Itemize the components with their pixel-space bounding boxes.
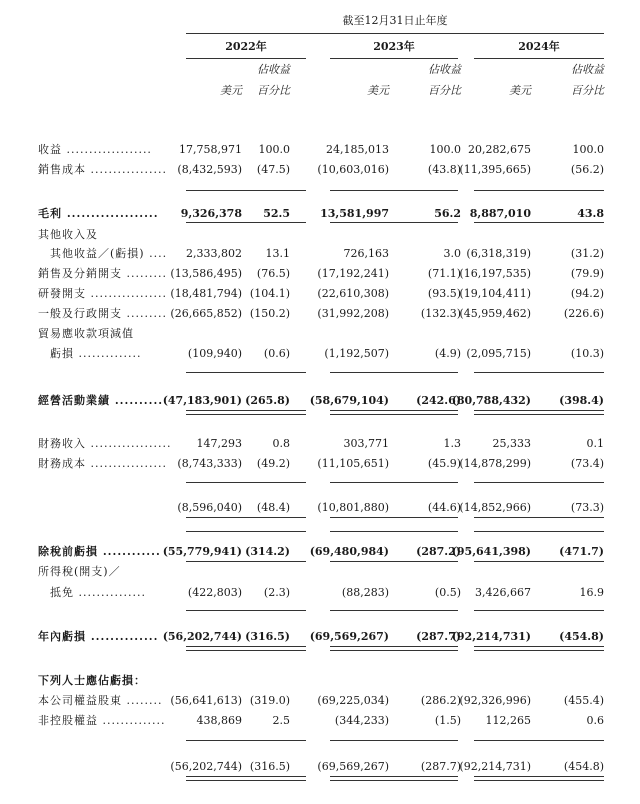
cell-value: (4.9) (434, 347, 461, 360)
cell-value: (92,214,731) (451, 630, 531, 643)
total-rule (186, 740, 306, 741)
total-rule (474, 372, 604, 373)
row-label: 虧損 .............. (50, 347, 142, 360)
cell-value: (471.7) (559, 545, 604, 558)
cell-value: (10,801,880) (317, 501, 389, 514)
cell-value: 20,282,675 (468, 143, 531, 156)
cell-value: (287.7) (420, 760, 461, 773)
row-label: 銷售及分銷開支 ......... (38, 267, 167, 280)
total-rule (474, 561, 604, 562)
cell-value: (56.2) (570, 163, 604, 176)
cell-value: (47,183,901) (162, 394, 242, 407)
row-label: 收益 ................... (38, 143, 152, 156)
total-rule (474, 482, 604, 483)
cell-value: (104.1) (249, 287, 290, 300)
cell-value: (73.3) (570, 501, 604, 514)
cell-value: (132.3) (420, 307, 461, 320)
cell-value: (45,959,462) (459, 307, 531, 320)
cell-value: (2.3) (263, 586, 290, 599)
cell-value: (286.2) (420, 694, 461, 707)
cell-value: (79.9) (570, 267, 604, 280)
total-rule (330, 561, 458, 562)
cell-value: (31,992,208) (317, 307, 389, 320)
cell-value: (454.8) (563, 760, 604, 773)
total-rule (186, 776, 306, 777)
cell-value: (95,641,398) (451, 545, 531, 558)
cell-value: (19,104,411) (459, 287, 531, 300)
cell-value: (10.3) (570, 347, 604, 360)
cell-value: 100.0 (429, 143, 461, 156)
usd-header: 美元 (509, 84, 531, 97)
total-rule (330, 482, 458, 483)
cell-value: 0.6 (586, 714, 604, 727)
cell-value: (316.5) (245, 630, 290, 643)
cell-value: 726,163 (343, 247, 389, 260)
cell-value: 3,426,667 (475, 586, 531, 599)
cell-value: 17,758,971 (179, 143, 242, 156)
cell-value: (69,569,267) (317, 760, 389, 773)
cell-value: 9,326,378 (180, 207, 242, 220)
cell-value: (0.5) (434, 586, 461, 599)
cell-value: 100.0 (258, 143, 290, 156)
row-label: 抵免 ............... (50, 586, 146, 599)
pct-header-line2: 百分比 (571, 84, 604, 97)
cell-value: (8,432,593) (177, 163, 242, 176)
total-rule (186, 482, 306, 483)
cell-value: (56,641,613) (170, 694, 242, 707)
cell-value: (45.9) (427, 457, 461, 470)
cell-value: (69,569,267) (309, 630, 389, 643)
year-underline-2023 (330, 58, 458, 59)
cell-value: (14,878,299) (459, 457, 531, 470)
cell-value: (22,610,308) (317, 287, 389, 300)
row-label: 年內虧損 .............. (38, 630, 159, 643)
row-label: 其他收入及 (38, 228, 98, 241)
total-rule (186, 531, 306, 532)
cell-value: (226.6) (563, 307, 604, 320)
total-rule (474, 780, 604, 781)
cell-value: (76.5) (256, 267, 290, 280)
cell-value: 24,185,013 (326, 143, 389, 156)
year-header-2023: 2023年 (373, 40, 415, 53)
total-rule (186, 561, 306, 562)
total-rule (330, 776, 458, 777)
pct-header-line2: 百分比 (257, 84, 290, 97)
row-label: 毛利 ................... (38, 207, 159, 220)
total-rule (330, 646, 458, 647)
cell-value: 8,887,010 (469, 207, 531, 220)
cell-value: 52.5 (263, 207, 290, 220)
total-rule (474, 222, 604, 223)
total-rule (330, 740, 458, 741)
cell-value: (422,803) (187, 586, 242, 599)
total-rule (330, 372, 458, 373)
pct-header-line1: 佔收益 (571, 63, 604, 76)
cell-value: 147,293 (196, 437, 242, 450)
total-rule (474, 517, 604, 518)
cell-value: (92,214,731) (459, 760, 531, 773)
cell-value: 13,581,997 (320, 207, 389, 220)
period-header: 截至12月31日止年度 (342, 14, 448, 27)
total-rule (330, 610, 458, 611)
cell-value: (1.5) (434, 714, 461, 727)
row-label: 貿易應收款項減值 (38, 327, 134, 340)
cell-value: (17,192,241) (317, 267, 389, 280)
cell-value: (1,192,507) (324, 347, 389, 360)
cell-value: 100.0 (572, 143, 604, 156)
usd-header: 美元 (220, 84, 242, 97)
cell-value: 43.8 (577, 207, 604, 220)
cell-value: (71.1) (427, 267, 461, 280)
total-rule (186, 190, 306, 191)
row-label: 非控股權益 .............. (38, 714, 166, 727)
total-rule (330, 190, 458, 191)
cell-value: (287.7) (416, 630, 461, 643)
total-rule (474, 190, 604, 191)
row-label: 銷售成本 ................. (38, 163, 167, 176)
total-rule (330, 650, 458, 651)
usd-header: 美元 (367, 84, 389, 97)
cell-value: (454.8) (559, 630, 604, 643)
row-label: 下列人士應佔虧損： (38, 674, 146, 687)
cell-value: 13.1 (265, 247, 290, 260)
total-rule (330, 517, 458, 518)
cell-value: (8,743,333) (177, 457, 242, 470)
row-label: 本公司權益股東 ........ (38, 694, 163, 707)
year-header-2022: 2022年 (225, 40, 267, 53)
cell-value: (455.4) (563, 694, 604, 707)
cell-value: (43.8) (427, 163, 461, 176)
cell-value: (6,318,319) (466, 247, 531, 260)
cell-value: 0.1 (586, 437, 604, 450)
total-rule (330, 222, 458, 223)
cell-value: 1.3 (443, 437, 461, 450)
cell-value: 56.2 (434, 207, 461, 220)
total-rule (186, 222, 306, 223)
row-label: 其他收益／(虧損) .... (50, 247, 168, 260)
total-rule (474, 414, 604, 415)
cell-value: 2.5 (272, 714, 290, 727)
cell-value: 2,333,802 (186, 247, 242, 260)
total-rule (330, 410, 458, 411)
cell-value: (69,480,984) (309, 545, 389, 558)
cell-value: (92,326,996) (459, 694, 531, 707)
cell-value: (44.6) (427, 501, 461, 514)
total-rule (474, 776, 604, 777)
cell-value: (10,603,016) (317, 163, 389, 176)
total-rule (186, 610, 306, 611)
cell-value: (48.4) (256, 501, 290, 514)
cell-value: (93.5) (427, 287, 461, 300)
total-rule (474, 410, 604, 411)
cell-value: (16,197,535) (459, 267, 531, 280)
total-rule (474, 740, 604, 741)
total-rule (330, 531, 458, 532)
row-label: 財務成本 ................. (38, 457, 167, 470)
row-label: 除稅前虧損 ............ (38, 545, 161, 558)
total-rule (186, 517, 306, 518)
cell-value: (69,225,034) (317, 694, 389, 707)
cell-value: (80,788,432) (451, 394, 531, 407)
year-underline-2024 (474, 58, 604, 59)
total-rule (186, 410, 306, 411)
cell-value: (8,596,040) (177, 501, 242, 514)
cell-value: (314.2) (245, 545, 290, 558)
row-label: 財務收入 .................. (38, 437, 172, 450)
cell-value: (94.2) (570, 287, 604, 300)
cell-value: (11,105,651) (317, 457, 389, 470)
cell-value: (319.0) (249, 694, 290, 707)
cell-value: (265.8) (245, 394, 290, 407)
cell-value: (287.2) (416, 545, 461, 558)
cell-value: (55,779,941) (162, 545, 242, 558)
total-rule (330, 780, 458, 781)
cell-value: (2,095,715) (466, 347, 531, 360)
total-rule (474, 610, 604, 611)
cell-value: (18,481,794) (170, 287, 242, 300)
total-rule (186, 780, 306, 781)
cell-value: 438,869 (196, 714, 242, 727)
cell-value: (58,679,104) (309, 394, 389, 407)
pct-header-line1: 佔收益 (428, 63, 461, 76)
total-rule (186, 650, 306, 651)
cell-value: (316.5) (249, 760, 290, 773)
total-rule (474, 646, 604, 647)
total-rule (330, 414, 458, 415)
row-label: 所得稅(開支)／ (38, 565, 121, 578)
cell-value: (344,233) (334, 714, 389, 727)
cell-value: (0.6) (263, 347, 290, 360)
cell-value: 16.9 (579, 586, 604, 599)
cell-value: (11,395,665) (459, 163, 531, 176)
cell-value: (26,665,852) (170, 307, 242, 320)
cell-value: (13,586,495) (170, 267, 242, 280)
cell-value: (109,940) (187, 347, 242, 360)
cell-value: (73.4) (570, 457, 604, 470)
total-rule (186, 372, 306, 373)
pct-header-line1: 佔收益 (257, 63, 290, 76)
cell-value: (49.2) (256, 457, 290, 470)
cell-value: (31.2) (570, 247, 604, 260)
pct-header-line2: 百分比 (428, 84, 461, 97)
row-label: 研發開支 ................. (38, 287, 167, 300)
cell-value: 3.0 (443, 247, 461, 260)
cell-value: (14,852,966) (459, 501, 531, 514)
total-rule (474, 650, 604, 651)
row-label: 經營活動業績 .......... (38, 394, 164, 407)
cell-value: (56,202,744) (170, 760, 242, 773)
year-underline-2022 (186, 58, 306, 59)
total-rule (474, 531, 604, 532)
total-rule (186, 414, 306, 415)
period-underline (186, 33, 604, 34)
cell-value: (398.4) (559, 394, 604, 407)
row-label: 一般及行政開支 ......... (38, 307, 167, 320)
total-rule (186, 646, 306, 647)
cell-value: (88,283) (341, 586, 389, 599)
cell-value: 0.8 (272, 437, 290, 450)
cell-value: (56,202,744) (162, 630, 242, 643)
cell-value: (47.5) (256, 163, 290, 176)
cell-value: 303,771 (343, 437, 389, 450)
cell-value: (150.2) (249, 307, 290, 320)
cell-value: (242.6) (416, 394, 461, 407)
cell-value: 112,265 (485, 714, 531, 727)
cell-value: 25,333 (492, 437, 531, 450)
year-header-2024: 2024年 (518, 40, 560, 53)
